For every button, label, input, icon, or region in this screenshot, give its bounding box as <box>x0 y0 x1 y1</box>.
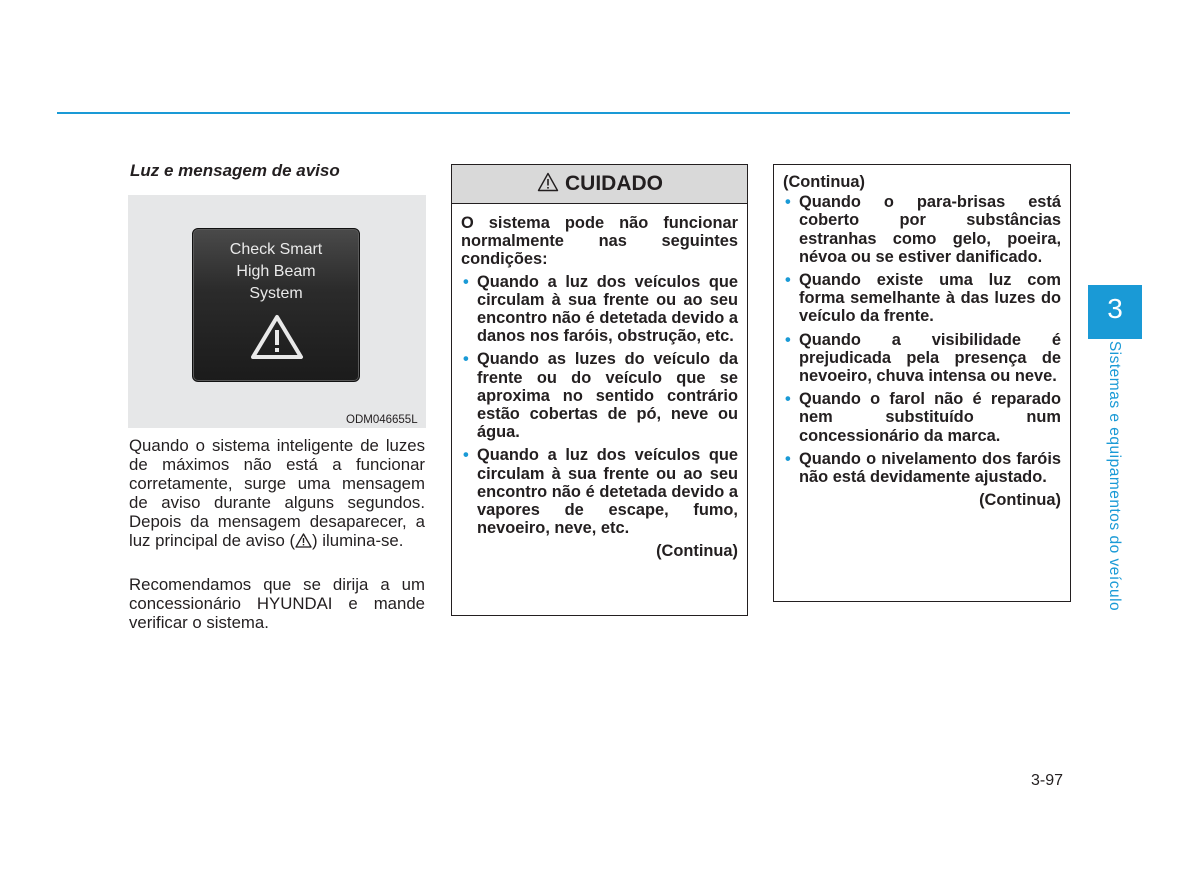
paragraph-text: Quando o sistema inteligente de luzes de máximos não está a funcionar corretamente, surge uma mensagem de aviso durante alguns segundos. Depois da mensagem desaparecer, a luz principal de aviso ( <box>129 436 425 550</box>
cluster-display <box>192 228 360 382</box>
continued-body <box>774 165 1070 509</box>
list-item: • Quando o farol não é reparado nem substituído num concessionário da marca. <box>783 390 1061 445</box>
list-item: • Quando a luz dos veículos que circulam à sua frente ou ao seu encontro não é detetada devido a vapores de escape, fumo, nevoeiro, neve, etc. <box>461 446 738 537</box>
list-item: • Quando existe uma luz com forma semelhante à das luzes do veículo da frente. <box>783 271 1061 326</box>
continues-label: (Continua) <box>979 491 1061 510</box>
warning-triangle-icon <box>537 172 559 192</box>
warning-triangle-icon <box>295 533 312 548</box>
display-line: System <box>249 285 303 302</box>
list-item: • Quando a luz dos veículos que circulam à sua frente ou ao seu encontro não é detetada devido a danos nos faróis, obstrução, etc. <box>461 273 738 346</box>
warning-figure <box>128 195 426 428</box>
continued-box <box>773 164 1071 602</box>
body-paragraph <box>129 436 425 550</box>
caution-list <box>461 273 738 538</box>
continued-list <box>783 193 1061 486</box>
continues-label: (Continua) <box>656 542 738 561</box>
list-item: • Quando a visibilidade é prejudicada pela presença de nevoeiro, chuva intensa ou neve. <box>783 331 1061 386</box>
chapter-number: 3 <box>1107 293 1123 324</box>
body-paragraph: Recomendamos que se dirija a um concessionário HYUNDAI e mande verificar o sistema. <box>129 575 425 632</box>
page-number: 3-97 <box>1031 772 1064 789</box>
caution-title: CUIDADO <box>565 172 663 195</box>
section-heading: Luz e mensagem de aviso <box>130 161 340 180</box>
caution-box <box>451 164 748 616</box>
display-message <box>193 239 359 305</box>
list-item: • Quando o nivelamento dos faróis não está devidamente ajustado. <box>783 450 1061 486</box>
list-item: • Quando o para-brisas está coberto por substâncias estranhas como gelo, poeira, névoa ou se estiver danificado. <box>783 193 1061 266</box>
caution-intro: O sistema pode não funcionar normalmente nas seguintes condições: <box>461 214 738 269</box>
display-line: Check Smart <box>229 241 323 258</box>
continued-heading: (Continua) <box>783 173 865 191</box>
warning-triangle-icon <box>249 313 305 361</box>
display-line: High Beam <box>236 263 316 280</box>
paragraph-text: ) ilumina-se. <box>312 531 404 550</box>
header-rule <box>57 112 1070 114</box>
figure-code: ODM046655L <box>346 414 418 426</box>
chapter-title: Sistemas e equipamentos do veículo <box>1106 340 1123 612</box>
caution-body <box>452 204 747 561</box>
list-item: • Quando as luzes do veículo da frente ou do veículo que se aproxima no sentido contrário estão cobertas de pó, neve ou água. <box>461 350 738 441</box>
caution-header <box>452 165 747 204</box>
